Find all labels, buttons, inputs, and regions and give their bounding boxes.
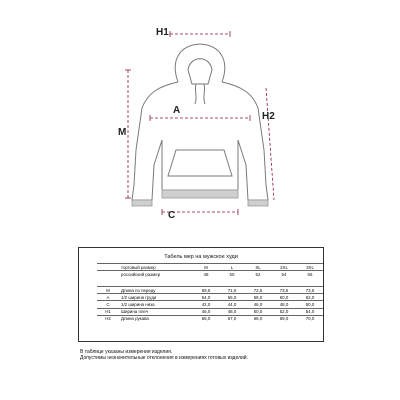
- a-label: A: [173, 105, 181, 116]
- row-cell: 67,0: [219, 315, 245, 322]
- row-cell: 50,0: [245, 308, 271, 315]
- header-cell: 50: [219, 271, 245, 278]
- drawstring-left: [195, 84, 196, 104]
- table-row: [97, 301, 323, 308]
- row-name: 1/2 ширина груди: [119, 294, 193, 301]
- header-cell: 48: [193, 271, 219, 278]
- c-label: C: [168, 210, 176, 221]
- header-cell: XL: [245, 264, 271, 271]
- table-row: [97, 308, 323, 315]
- row-cell: 68,0: [245, 315, 271, 322]
- hoodie-outline: [132, 44, 268, 200]
- row-cell: 54,0: [297, 308, 323, 315]
- m-label: M: [118, 127, 127, 138]
- row-cell: 73,5: [271, 287, 297, 294]
- header-label: российский размер: [119, 271, 193, 278]
- size-chart-page: [70, 0, 330, 400]
- row-cell: 71,0: [219, 287, 245, 294]
- row-cell: 70,0: [297, 315, 323, 322]
- row-code: A: [97, 294, 119, 301]
- row-cell: 54,0: [193, 294, 219, 301]
- h2-label: H2: [262, 111, 275, 122]
- table-header-row: [97, 271, 323, 278]
- header-cell: M: [193, 264, 219, 271]
- row-cell: 48,0: [271, 301, 297, 308]
- hem-rib: [162, 190, 238, 198]
- body-shape: [132, 82, 268, 200]
- h2-line: [266, 88, 274, 200]
- right-cuff-rib: [248, 200, 268, 206]
- header-label: торговый размер: [119, 264, 193, 271]
- header-cell: 3XL: [297, 264, 323, 271]
- table-row: [97, 294, 323, 301]
- header-cell: 56: [297, 271, 323, 278]
- row-cell: 60,0: [271, 294, 297, 301]
- row-name: Длина рукава: [119, 315, 193, 322]
- notes: [80, 349, 330, 362]
- row-name: 1/2 ширина низа: [119, 301, 193, 308]
- table-body: [97, 286, 323, 322]
- table-header: [97, 263, 323, 277]
- table-header-row: [97, 264, 323, 271]
- header-cell: 54: [271, 271, 297, 278]
- header-cell: L: [219, 264, 245, 271]
- note-line: В таблице указаны измерения изделия.: [80, 349, 173, 355]
- drawstring-right: [204, 84, 205, 104]
- row-cell: 69,5: [193, 287, 219, 294]
- row-cell: 42,0: [193, 301, 219, 308]
- row-cell: 56,0: [219, 294, 245, 301]
- table-title: Табель мер на мужское худи: [164, 254, 238, 260]
- row-cell: 73,5: [297, 287, 323, 294]
- row-code: C: [97, 301, 119, 308]
- header-cell: 52: [245, 271, 271, 278]
- row-code: M: [97, 287, 119, 294]
- row-code: H2: [97, 315, 119, 322]
- table-row: [97, 315, 323, 322]
- table-row: [97, 287, 323, 294]
- row-cell: 50,0: [297, 301, 323, 308]
- row-cell: 48,0: [219, 308, 245, 315]
- row-cell: 62,0: [297, 294, 323, 301]
- row-cell: 69,0: [271, 315, 297, 322]
- row-cell: 58,0: [245, 294, 271, 301]
- hoodie-diagram: [70, 0, 330, 240]
- row-name: Ширина плеч: [119, 308, 193, 315]
- hood-opening: [188, 59, 212, 84]
- row-name: Длина по переду: [119, 287, 193, 294]
- hood-shape: [175, 44, 225, 82]
- row-cell: 66,0: [193, 315, 219, 322]
- note-line: Допустимы незначительные отклонения в измерениях готовых изделий.: [80, 355, 248, 362]
- row-cell: 44,0: [219, 301, 245, 308]
- row-code: H1: [97, 308, 119, 315]
- row-cell: 72,5: [245, 287, 271, 294]
- kangaroo-pocket: [168, 150, 232, 176]
- header-cell: 2XL: [271, 264, 297, 271]
- size-table: [78, 247, 324, 342]
- row-cell: 52,0: [271, 308, 297, 315]
- row-cell: 46,0: [245, 301, 271, 308]
- h1-label: H1: [156, 27, 169, 38]
- left-cuff-rib: [132, 200, 152, 206]
- row-cell: 46,0: [193, 308, 219, 315]
